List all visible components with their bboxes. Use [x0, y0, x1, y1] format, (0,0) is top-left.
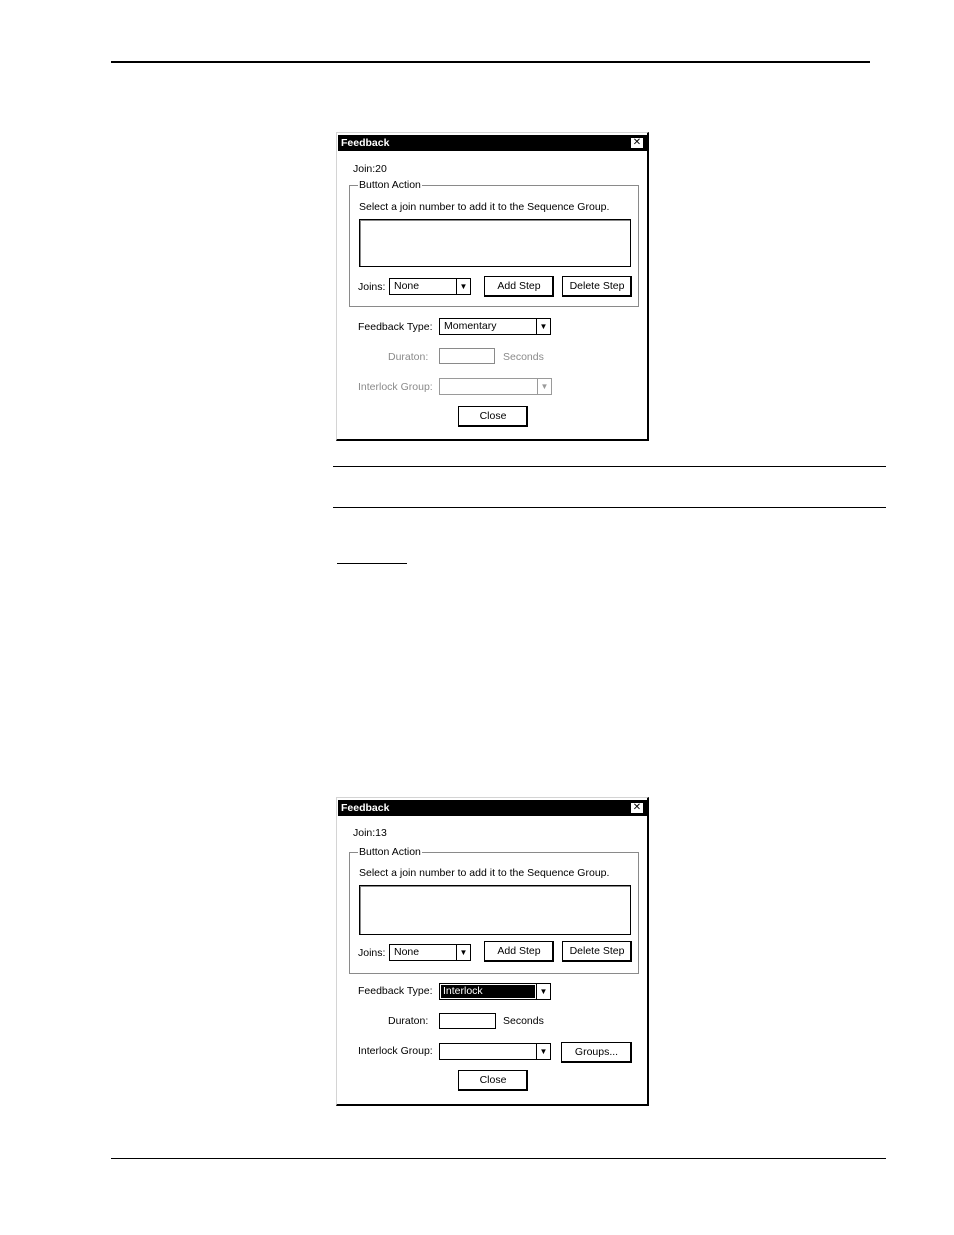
duration-field — [439, 348, 495, 364]
add-step-button[interactable]: Add Step — [484, 941, 554, 962]
close-button[interactable]: Close — [458, 1070, 528, 1091]
chevron-down-icon: ▼ — [537, 379, 551, 394]
seconds-label: Seconds — [503, 1015, 544, 1027]
sequence-listbox[interactable] — [359, 885, 631, 935]
joins-label: Joins: — [358, 281, 386, 293]
duration-label: Duraton: — [388, 351, 429, 363]
join-label: Join:13 — [353, 827, 387, 839]
feedback-type-label: Feedback Type: — [358, 985, 433, 997]
groups-button[interactable]: Groups... — [561, 1042, 632, 1063]
joins-dropdown[interactable] — [389, 278, 471, 295]
chevron-down-icon[interactable]: ▼ — [536, 1044, 550, 1059]
joins-dropdown[interactable] — [389, 944, 471, 961]
feedback-type-value: Momentary — [444, 320, 497, 332]
chevron-down-icon[interactable]: ▼ — [456, 945, 470, 960]
dialog-title: Feedback — [341, 802, 390, 814]
chevron-down-icon[interactable]: ▼ — [536, 319, 550, 334]
feedback-dialog-interlock — [336, 797, 649, 1106]
seconds-label: Seconds — [503, 351, 544, 363]
close-icon[interactable]: ✕ — [630, 137, 644, 149]
duration-label: Duraton: — [388, 1015, 429, 1027]
interlock-group-dropdown[interactable] — [439, 1043, 551, 1060]
note-top-rule — [333, 466, 886, 467]
joins-value: None — [394, 946, 420, 958]
instruction-text: Select a join number to add it to the Sequence Group. — [359, 867, 610, 879]
join-label: Join:20 — [353, 163, 387, 175]
feedback-dialog-momentary — [336, 132, 649, 441]
interlock-group-label: Interlock Group: — [358, 1045, 433, 1057]
joins-value: None — [394, 280, 420, 292]
button-action-group — [349, 846, 639, 974]
interlock-group-dropdown — [439, 378, 552, 395]
sequence-listbox[interactable] — [359, 219, 631, 267]
header-rule — [111, 61, 870, 63]
feedback-type-dropdown[interactable] — [439, 318, 551, 335]
close-button[interactable]: Close — [458, 406, 528, 427]
instruction-text: Select a join number to add it to the Sequence Group. — [359, 201, 610, 213]
feedback-type-dropdown[interactable] — [439, 983, 551, 1000]
footer-rule — [111, 1158, 886, 1159]
dialog-title-bar — [338, 800, 648, 816]
joins-label: Joins: — [358, 947, 386, 959]
feedback-type-label: Feedback Type: — [358, 321, 433, 333]
short-underline — [337, 563, 407, 564]
duration-field[interactable] — [439, 1013, 496, 1029]
interlock-group-label: Interlock Group: — [358, 381, 433, 393]
close-icon[interactable]: ✕ — [630, 802, 644, 814]
chevron-down-icon[interactable]: ▼ — [536, 984, 550, 999]
feedback-type-value: Interlock — [441, 985, 535, 998]
group-title: Button Action — [359, 179, 421, 191]
delete-step-button[interactable]: Delete Step — [562, 276, 632, 297]
add-step-button[interactable]: Add Step — [484, 276, 554, 297]
group-title: Button Action — [359, 846, 421, 858]
delete-step-button[interactable]: Delete Step — [562, 941, 632, 962]
dialog-title-bar — [338, 135, 648, 151]
chevron-down-icon[interactable]: ▼ — [456, 279, 470, 294]
note-bottom-rule — [333, 507, 886, 508]
dialog-title: Feedback — [341, 137, 390, 149]
button-action-group — [349, 179, 639, 307]
